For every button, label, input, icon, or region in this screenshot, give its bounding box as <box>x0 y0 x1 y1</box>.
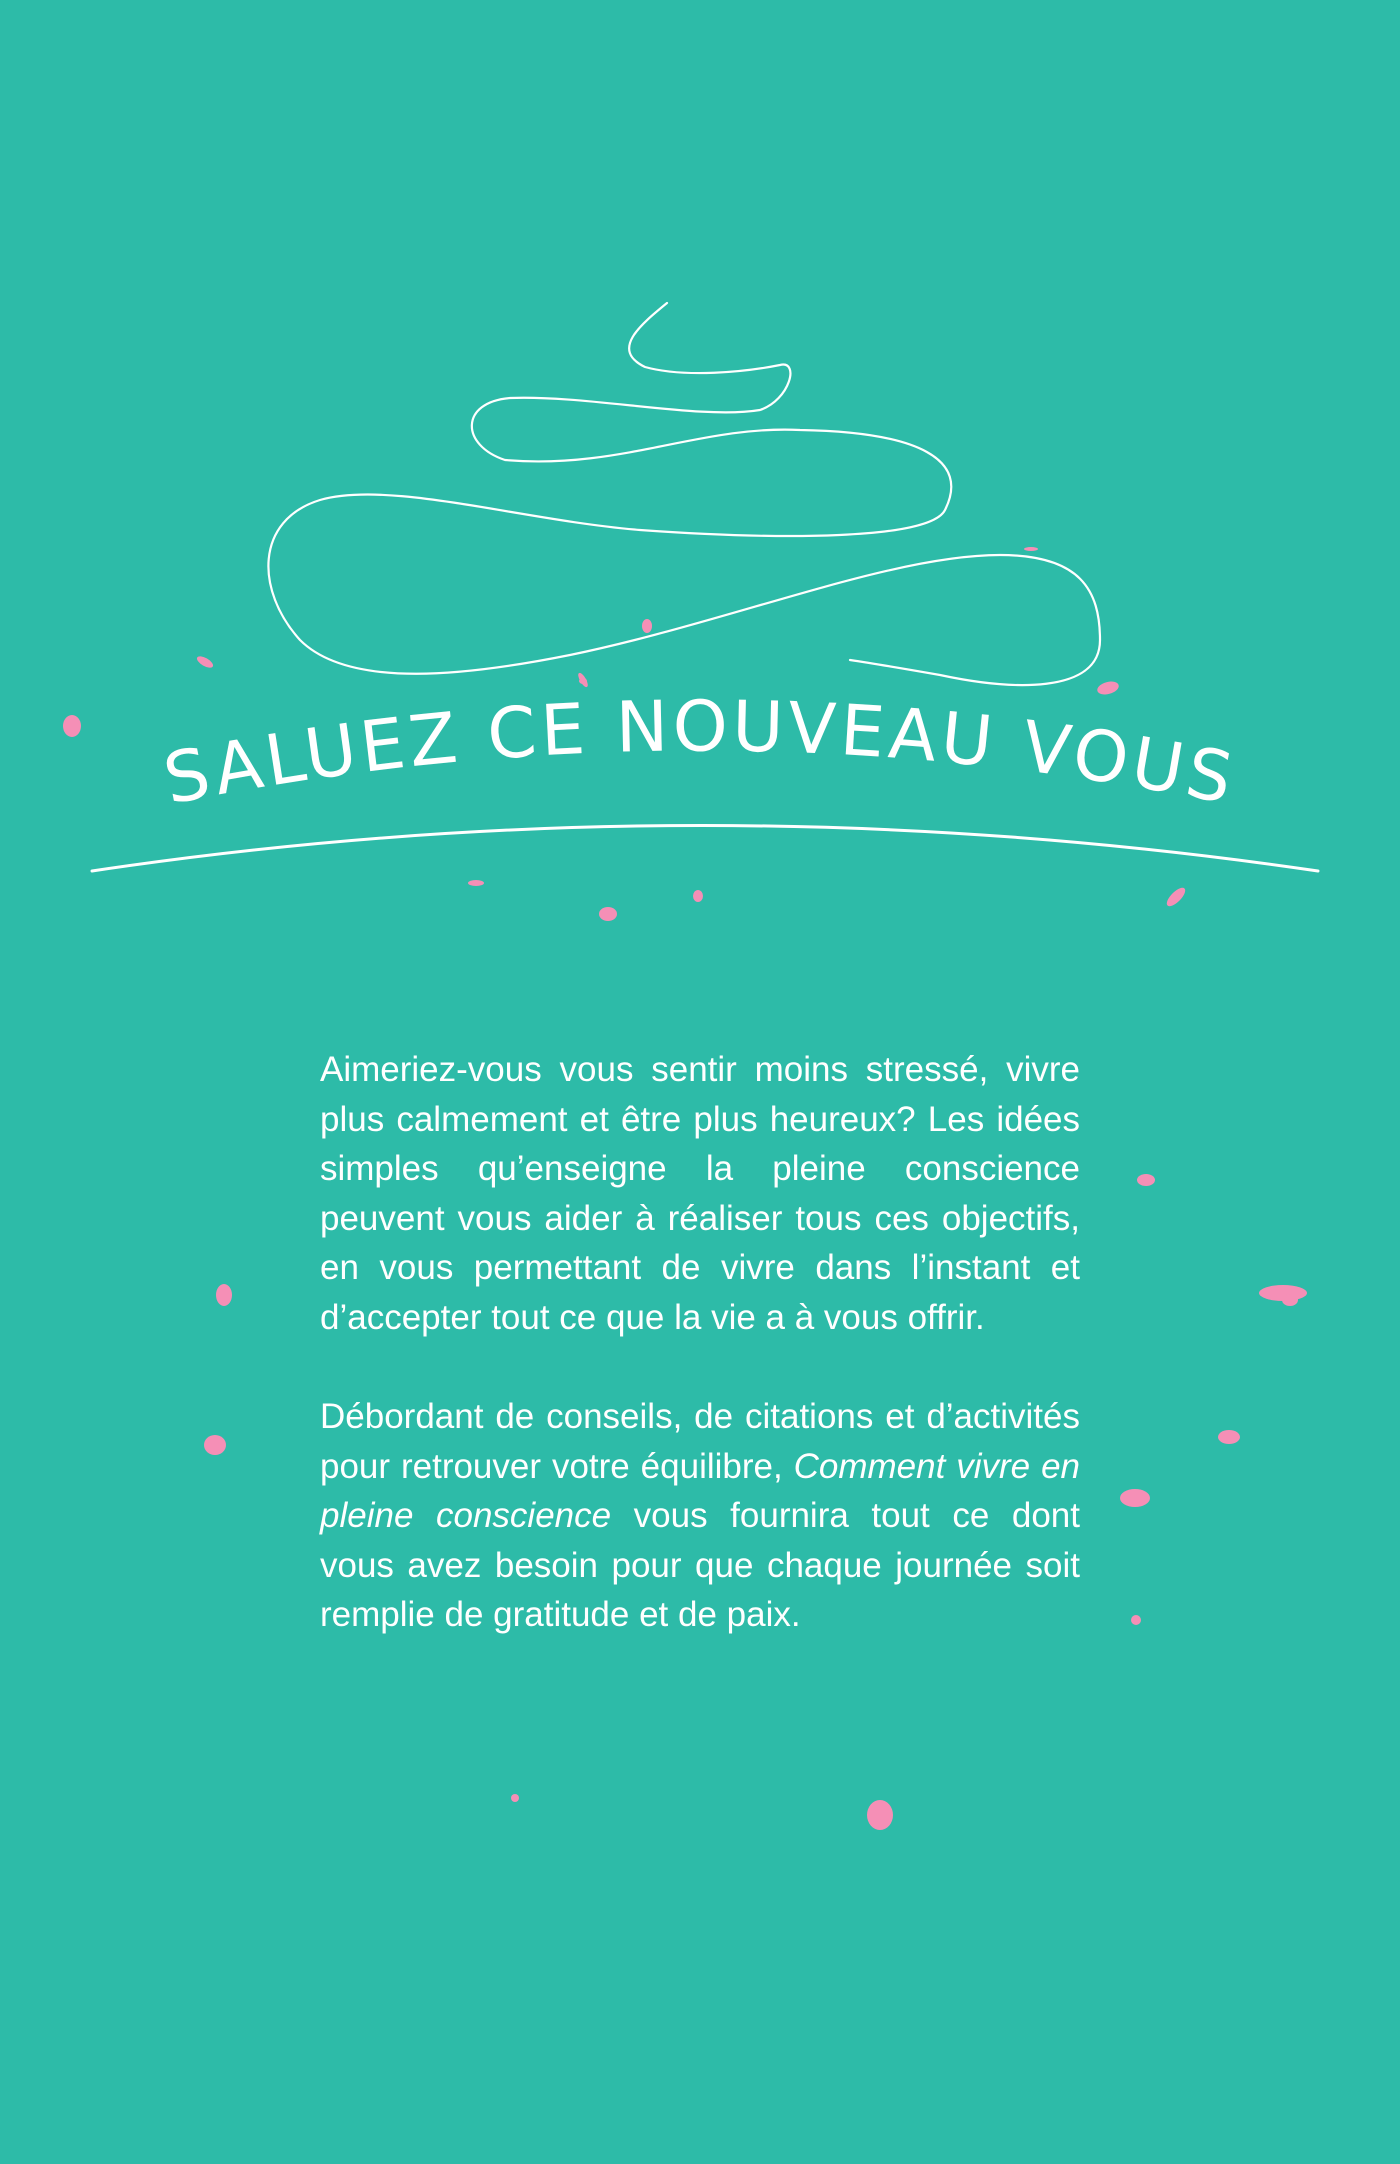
petal-icon <box>511 1794 519 1802</box>
book-title: Comment vivre en pleine conscience <box>320 1446 1080 1535</box>
petal-icon <box>693 890 703 902</box>
petal-icon <box>204 1435 226 1455</box>
petal-icon <box>63 715 81 737</box>
blurb-paragraph-2-end: vous fournira tout ce dont vous avez besoin pour que chaque journée soit remplie de gratitude et de paix. <box>320 1496 1080 1634</box>
page-title: SALUEZ CE NOUVEAU VOUS <box>157 685 1243 821</box>
back-cover-blurb <box>320 1045 1080 1690</box>
petal-icon <box>1131 1615 1141 1625</box>
petal-icon <box>1137 1174 1155 1186</box>
petal-icon <box>195 654 215 670</box>
petal-icon <box>599 907 617 921</box>
petal-icon <box>867 1800 893 1830</box>
title-underline-decoration <box>92 826 1318 872</box>
blurb-paragraph-2-intro: Débordant de conseils, de citations et d’activités pour retrouver votre équilibre, <box>320 1397 1080 1486</box>
petal-icon <box>1164 885 1188 909</box>
petal-icon <box>576 672 589 689</box>
petal-icon <box>1096 679 1120 696</box>
blurb-paragraph-2 <box>320 1392 1080 1640</box>
swirl-ribbon-decoration <box>268 303 1100 685</box>
petal-icon <box>1120 1489 1150 1507</box>
petal-icon <box>1282 1294 1298 1306</box>
blurb-paragraph-1: Aimeriez-vous vous sentir moins stressé, vivre plus calmement et être plus heureux? Les idées simples qu’enseigne la pleine conscience peuvent vous aider à réaliser tous ces objectifs, en vous permettant de vivre dans l’instant et d’accepter tout ce que la vie a à vous offrir. <box>320 1050 1080 1337</box>
petal-icon <box>642 619 652 633</box>
petal-icon <box>1024 547 1038 551</box>
petal-icon <box>216 1284 232 1306</box>
petal-icon <box>468 880 484 886</box>
petal-icon <box>1218 1430 1240 1444</box>
